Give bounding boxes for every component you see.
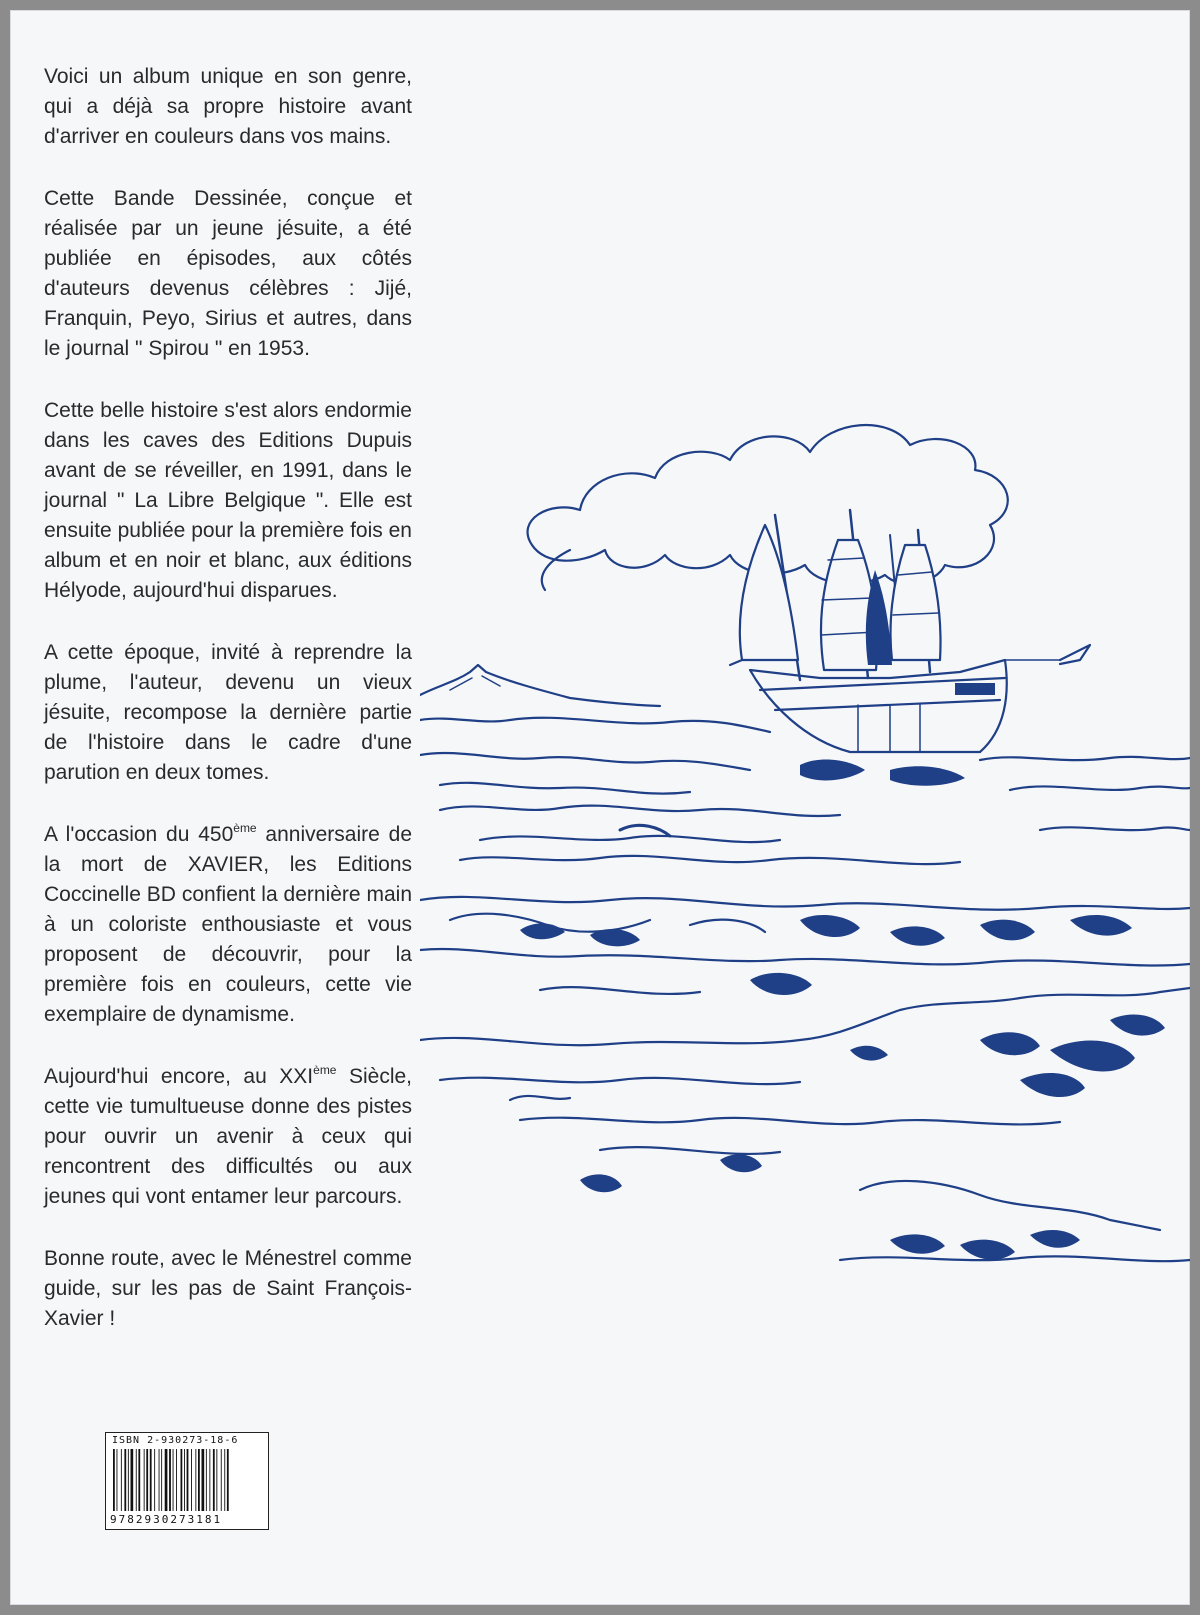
- barcode-bar: [216, 1449, 217, 1511]
- barcode-bar: [165, 1449, 168, 1511]
- barcode-bar: [173, 1449, 174, 1511]
- distant-mountain: [420, 665, 660, 706]
- barcode-bar: [150, 1449, 152, 1511]
- barcode-bar: [128, 1449, 129, 1511]
- barcode-bars: [112, 1449, 262, 1511]
- barcode-bar: [187, 1449, 189, 1511]
- barcode-bar: [144, 1449, 145, 1511]
- paragraph-6: Aujourd'hui encore, au XXIème Siècle, cette vie tumultueuse donne des pistes pour ouvrir un avenir à ceux qui rencontrent des difficultés ou aux jeunes qui vont entamer leur parcours.: [44, 1063, 413, 1208]
- coastline: [420, 988, 1190, 1045]
- wave-line: [420, 718, 770, 732]
- barcode-bar: [191, 1449, 192, 1511]
- paragraph-7: Bonne route, avec le Ménestrel comme guide, sur les pas de Saint François-Xavier !: [44, 1247, 412, 1330]
- barcode-bar: [113, 1449, 115, 1511]
- barcode-bar: [221, 1449, 222, 1511]
- barcode-bar: [117, 1449, 118, 1511]
- barcode-bar: [195, 1449, 196, 1511]
- barcode-bar: [227, 1449, 229, 1511]
- barcode-bar: [154, 1449, 155, 1511]
- barcode-bar: [121, 1449, 122, 1511]
- barcode-bar: [138, 1449, 140, 1511]
- barcode-bar: [198, 1449, 200, 1511]
- sail-mizzen: [891, 545, 941, 660]
- barcode-bar: [169, 1449, 171, 1511]
- ean-number: 9782930273181: [110, 1513, 223, 1526]
- ship: [730, 510, 1090, 752]
- barcode-label: [105, 1432, 269, 1530]
- paragraph-2: Cette Bande Dessinée, conçue et réalisée par un jeune jésuite, a été publiée en épisodes, aux côtés d'auteurs devenus célèbres : Jijé, Franquin, Peyo, Sirius et autres, dans le journal " Spirou " en 1953.: [44, 187, 412, 360]
- barcode-bar: [146, 1449, 148, 1511]
- barcode-bar: [181, 1449, 183, 1511]
- barcode-bar: [206, 1449, 207, 1511]
- barcode-bar: [161, 1449, 162, 1511]
- cover-text: [44, 62, 412, 1366]
- barcode-bar: [202, 1449, 205, 1511]
- book-back-cover: [10, 10, 1190, 1605]
- paragraph-3: Cette belle histoire s'est alors endormie dans les caves des Editions Dupuis avant de se réveiller, en 1991, dans le journal " La Libre Belgique ". Elle est ensuite publiée pour la première fois en album et en noir et blanc, aux éditions Hélyode, aujourd'hui disparues.: [44, 399, 412, 602]
- barcode-bar: [159, 1449, 160, 1511]
- paragraph-4: A cette époque, invité à reprendre la plume, l'auteur, devenu un vieux jésuite, recompose la dernière partie de l'histoire dans le cadre d'une parution en deux tomes.: [44, 641, 412, 784]
- barcode-bar: [209, 1449, 210, 1511]
- ship-on-waves-illustration: [420, 360, 1190, 1360]
- isbn-text: ISBN 2-930273-18-6: [112, 1435, 239, 1446]
- barcode-bar: [131, 1449, 134, 1511]
- barcode-bar: [224, 1449, 225, 1511]
- barcode-bar: [136, 1449, 137, 1511]
- barcode-bar: [213, 1449, 215, 1511]
- barcode-bar: [184, 1449, 185, 1511]
- barcode-bar: [176, 1449, 177, 1511]
- barcode-bar: [124, 1449, 126, 1511]
- paragraph-1: Voici un album unique en son genre, qui a déjà sa propre histoire avant d'arriver en couleurs dans vos mains.: [44, 65, 412, 148]
- paragraph-5: A l'occasion du 450ème anniversaire de la mort de XAVIER, les Editions Coccinelle BD confient la dernière main à un coloriste enthousiaste et vous proposent de découvrir, pour la première fois en couleurs, cette vie exemplaire de dynamisme.: [44, 821, 412, 1026]
- sail-fore: [740, 525, 798, 660]
